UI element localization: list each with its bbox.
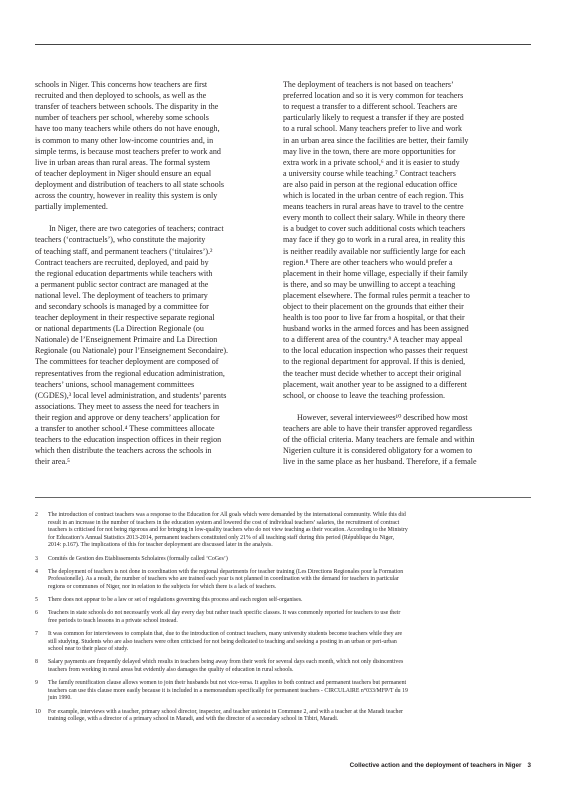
footnote-text: There does not appear to be a law or set of regulations governing this process and each region self-organises.: [48, 597, 303, 604]
footnote-text: The introduction of contract teachers was a response to the Education for All goals which were demanded by the international community. While this did result in an increase in the number of teachers in the education system and lowered the cost of individual teachers’ salaries, the recruitment of contract teachers is criticised for not being rigorous and for bringing in low-quality teachers who do not view teaching as their vocation. According to the Ministry for Education’s Annual Statistics 2013-2014, permanent teachers constituted only 21% of all teaching staff during this period (République du Niger, 2014: p.167). The implications of this for teacher deployment are discussed later in the analysis.: [48, 512, 408, 549]
footnote-number: 5: [35, 597, 38, 604]
footnotes: [35, 512, 531, 735]
footnote-number: 7: [35, 631, 38, 638]
footnote-number: 3: [35, 555, 38, 562]
footnote-text: The deployment of teachers is not done in coordination with the regional departments for teacher training (Les Directions Regionales pour la Formation Professionelle). As a result, the number of teachers who are trained each year is not planned in coordination with the demand for teachers in particular regions or communes of Niger, nor in relation to the subjects for which there is a lack of teachers.: [48, 568, 404, 590]
footnote-number: 8: [35, 659, 38, 666]
body-paragraph: The deployment of teachers is not based on teachers’ preferred location and so it is very common for teachers to request a transfer to a different school. Teachers are particularly likely to request a transfer if they are posted to a rural school. Many teachers prefer to live and work in an urban area since the facilities are better, their family may live in the town, there are more opportunities for extra work in a private school,⁶ and it is easier to study a university course while teaching.⁷ Contract teachers are also paid in person at the regional education office which is located in the urban centre of each region. This means teachers in rural areas have to travel to the centre every month to collect their salary. While in theory there is a budget to cover such additional costs which teachers may face if they go to work in a rural area, in reality this is neither readily available nor sufficiently large for each region.⁸ There are other teachers who would prefer a placement in their home village, especially if their family is there, and so may be unwilling to accept a teaching placement elsewhere. The formal rules permit a teacher to object to their placement on the grounds that either their health is too poor to live far from a hospital, or that their husband works in the armed forces and has been assigned to a different area of the country.⁹ A teacher may appeal to the local education inspection who passes their request to the regional department for approval. If this is denied, the teacher must decide whether to accept their original placement, wait another year to be assigned to a different school, or choose to leave the teaching profession.: [283, 80, 470, 400]
footnote: [35, 556, 531, 564]
footnote-text: For example, interviews with a teacher, primary school director, inspector, and teacher unionist in Commune 2, and with a teacher at the Maradi teacher training college, with a director of a primary school in Maradi, and with the director of a secondary school in Tibiri, Maradi.: [48, 708, 403, 723]
footnote: [35, 512, 531, 550]
footnote: [35, 709, 531, 724]
footnote-text: The family reunification clause allows women to join their husbands but not vice-versa. It applies to both contract and permanent teachers but permanent teachers can use this clause more easily because it is included in a memorandum specifically for permanent teachers - CIRCULAIRE n°033/MFP/T du 19 juin 1990.: [48, 680, 408, 702]
body-paragraph: However, several interviewees¹⁰ described how most teachers are able to have their transfer approved regardless of the official criteria. Many teachers are female and within Nigerien culture it is considered obligatory for a women to live in the same place as her husband. Therefore, if a female: [283, 412, 477, 467]
footnote-number: 2: [35, 512, 38, 518]
footnote: [35, 680, 531, 703]
footnote-text: Teachers in state schools do not necessarily work all day every day but rather teach specific classes. It was commonly reported for teachers to use their free periods to teach lessons in a private school instead.: [48, 610, 401, 624]
page-number: 3: [527, 762, 531, 769]
footnote-number: 6: [35, 610, 38, 617]
footnote: [35, 610, 531, 625]
footnote-number: 4: [35, 568, 38, 575]
footnote: [35, 659, 531, 674]
page-footer: [350, 762, 531, 769]
footnote-number: 9: [35, 680, 38, 687]
header-rule: [35, 44, 531, 45]
footnote: [35, 597, 531, 605]
footnote-text: Salary payments are frequently delayed which results in teachers being away from their work for several days each month, which not only disincentives teachers from working in rural areas but evidently also damages the quality of education in rural schools.: [48, 659, 404, 674]
footnote: [35, 569, 531, 592]
body-paragraph: In Niger, there are two categories of teachers; contract teachers (‘contractuels’), who constitute the majority of teaching staff, and permanent teachers (‘titulaires’).² Contract teachers are recruited, deployed, and paid by the regional education departments while teachers with a permanent public sector contract are managed at the national level. The deployment of teachers to primary and secondary schools is managed by a committee for teacher deployment in their respective separate regional or national departments (La Direction Regionale (ou Nationale) de l’Enseignement Primaire and La Direction Regionale (ou Nationale) pour l’Enseignement Secondaire). The committees for teacher deployment are composed of representatives from the regional education administration, teachers’ unions, school management committees (CGDES),³ local level administration, and students’ parents associations. They meet to assess the need for teachers in their region and approve or deny teachers’ application for a transfer to another school.⁴ These committees allocate teachers to the education inspection offices in their region which then distribute the teachers across the schools in their area.⁵: [35, 224, 229, 467]
footnote-rule: [35, 497, 531, 498]
footnote-number: 10: [35, 708, 41, 715]
footer-title: Collective action and the deployment of teachers in Niger: [349, 762, 522, 769]
footnote-text: It was common for interviewees to complain that, due to the introduction of contract teachers, many university students become teachers while they are still studying. Students who are also teachers were often criticised for not being dedicated to teaching and seeking a posting in an urban or peri-urban school near to their place of study.: [48, 631, 403, 653]
footnote-text: Comités de Gestion des Etablissements Scholaires (formally called ‘CoGes’): [48, 555, 228, 562]
body-column-left: [35, 68, 283, 484]
body-paragraph: schools in Niger. This concerns how teachers are first recruited and then deployed to schools, as well as the transfer of teachers between schools. The disparity in the number of teachers per school, whereby some schools have too many teachers while others do not have enough, is common to many other low-income countries and, in simple terms, is because most teachers prefer to work and live in urban areas than rural areas. The formal system of teacher deployment in Niger should ensure an equal deployment and distribution of teachers to all state schools across the country, however in reality this system is only partially implemented.: [35, 80, 225, 212]
footnote: [35, 631, 531, 654]
body-column-right: [283, 68, 531, 484]
